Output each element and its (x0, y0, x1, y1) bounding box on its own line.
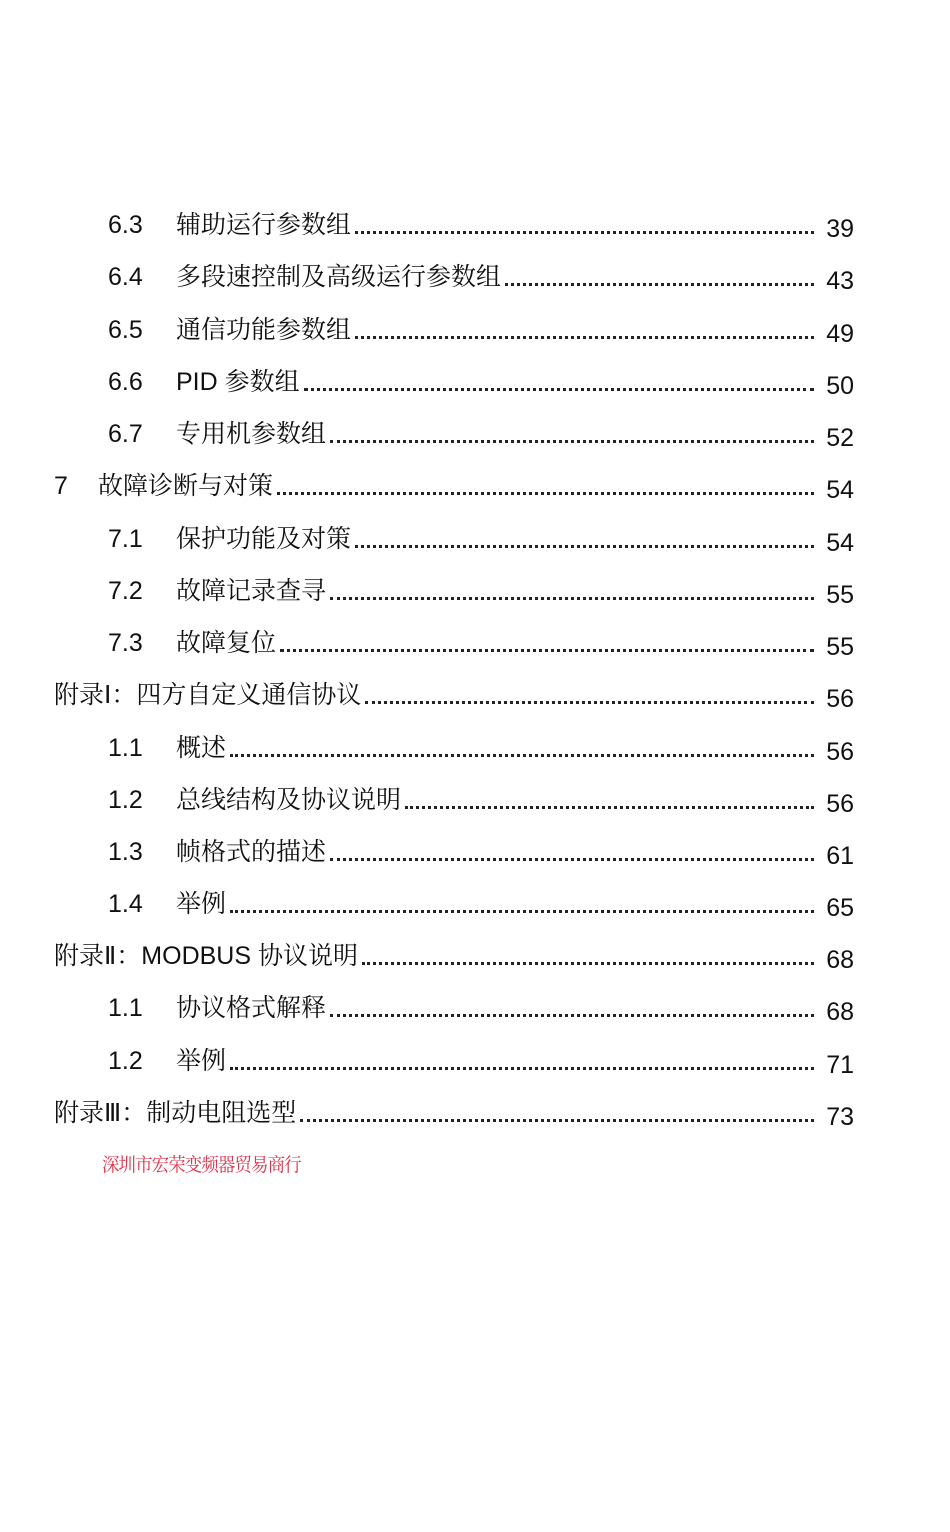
toc-entry-page: 55 (826, 581, 854, 609)
toc-entry-6-6[interactable] (108, 361, 854, 400)
toc-entry-a1-1-2[interactable] (108, 779, 854, 818)
toc-entry-title: 辅助运行参数组 (176, 211, 352, 239)
toc-entry-title: 多段速控制及高级运行参数组 (176, 263, 502, 291)
toc-entry-7[interactable] (54, 465, 854, 504)
toc-entry-title: 附录Ⅲ：制动电阻选型 (54, 1099, 297, 1127)
dot-leader (230, 1046, 814, 1076)
toc-entry-title: 附录Ⅱ：MODBUS 协议说明 (54, 942, 358, 970)
toc-entry-number: 6.5 (108, 316, 143, 344)
toc-entry-title: 总线结构及协议说明 (176, 786, 402, 814)
toc-entry-number: 1.4 (108, 890, 143, 918)
toc-entry-number: 7.2 (108, 577, 143, 605)
toc-entry-page: 73 (826, 1103, 854, 1131)
toc-entry-title: 故障诊断与对策 (98, 472, 274, 500)
toc-entry-page: 68 (826, 946, 854, 974)
toc-entry-page: 54 (826, 476, 854, 504)
toc-entry-number: 6.3 (108, 211, 143, 239)
toc-entry-page: 49 (826, 320, 854, 348)
toc-entry-6-7[interactable] (108, 413, 854, 452)
toc-entry-title: 概述 (176, 734, 227, 762)
toc-entry-7-2[interactable] (108, 570, 854, 609)
toc-entry-page: 71 (826, 1051, 854, 1079)
dot-leader (230, 889, 814, 919)
dot-leader (230, 733, 814, 763)
dot-leader (330, 993, 814, 1023)
toc-entry-page: 56 (826, 790, 854, 818)
toc-entry-a1-1-4[interactable] (108, 883, 854, 922)
toc-entry-number: 7.3 (108, 629, 143, 657)
toc-entry-number: 7.1 (108, 525, 143, 553)
toc-entry-title: 帧格式的描述 (176, 838, 327, 866)
toc-entry-appendix-3[interactable] (54, 1092, 854, 1131)
toc-entry-number: 7 (54, 472, 68, 500)
toc-entry-page: 50 (826, 372, 854, 400)
toc-entry-7-3[interactable] (108, 622, 854, 661)
toc-entry-a1-1-1[interactable] (108, 727, 854, 766)
toc-entry-title: 协议格式解释 (176, 994, 327, 1022)
dot-leader (280, 628, 814, 658)
toc-entry-appendix-2[interactable] (54, 935, 854, 974)
toc-entry-7-1[interactable] (108, 518, 854, 557)
toc-entry-page: 56 (826, 738, 854, 766)
toc-entry-page: 39 (826, 215, 854, 243)
toc-entry-a1-1-3[interactable] (108, 831, 854, 870)
toc-entry-number: 6.7 (108, 420, 143, 448)
company-stamp-text: 深圳市宏荣变频器贸易商行 (102, 1154, 301, 1176)
toc-entry-number: 1.2 (108, 1047, 143, 1075)
toc-entry-6-5[interactable] (108, 309, 854, 348)
toc-entry-title: 举例 (176, 1047, 227, 1075)
toc-entry-page: 52 (826, 424, 854, 452)
toc-entry-page: 54 (826, 529, 854, 557)
toc-entry-page: 55 (826, 633, 854, 661)
dot-leader (304, 367, 814, 397)
toc-entry-page: 56 (826, 685, 854, 713)
toc-entry-title: 附录Ⅰ：四方自定义通信协议 (54, 681, 362, 709)
toc-entry-a2-1-2[interactable] (108, 1040, 854, 1079)
dot-leader (365, 680, 814, 710)
toc-entry-title: PID 参数组 (176, 368, 300, 396)
dot-leader (362, 941, 814, 971)
toc-entry-6-3[interactable] (108, 204, 854, 243)
toc-entry-a2-1-1[interactable] (108, 987, 854, 1026)
dot-leader (505, 262, 814, 292)
dot-leader (355, 210, 814, 240)
toc-entry-page: 68 (826, 998, 854, 1026)
toc-entry-number: 1.2 (108, 786, 143, 814)
toc-entry-number: 6.4 (108, 263, 143, 291)
dot-leader (355, 315, 814, 345)
toc-entry-title: 保护功能及对策 (176, 525, 352, 553)
dot-leader (405, 785, 814, 815)
dot-leader (355, 524, 814, 554)
toc-entry-title: 通信功能参数组 (176, 316, 352, 344)
dot-leader (330, 576, 814, 606)
toc-entry-title: 故障复位 (176, 629, 277, 657)
dot-leader (330, 419, 814, 449)
toc-entry-page: 65 (826, 894, 854, 922)
toc-entry-page: 43 (826, 267, 854, 295)
toc-entry-number: 1.3 (108, 838, 143, 866)
toc-entry-title: 专用机参数组 (176, 420, 327, 448)
dot-leader (277, 471, 814, 501)
toc-entry-appendix-1[interactable] (54, 674, 854, 713)
toc-entry-title: 举例 (176, 890, 227, 918)
toc-entry-number: 6.6 (108, 368, 143, 396)
toc-entry-number: 1.1 (108, 734, 143, 762)
dot-leader (330, 837, 814, 867)
toc-entry-title: 故障记录查寻 (176, 577, 327, 605)
dot-leader (300, 1098, 814, 1128)
toc-entry-number: 1.1 (108, 994, 143, 1022)
toc-entry-page: 61 (826, 842, 854, 870)
toc-entry-6-4[interactable] (108, 256, 854, 295)
